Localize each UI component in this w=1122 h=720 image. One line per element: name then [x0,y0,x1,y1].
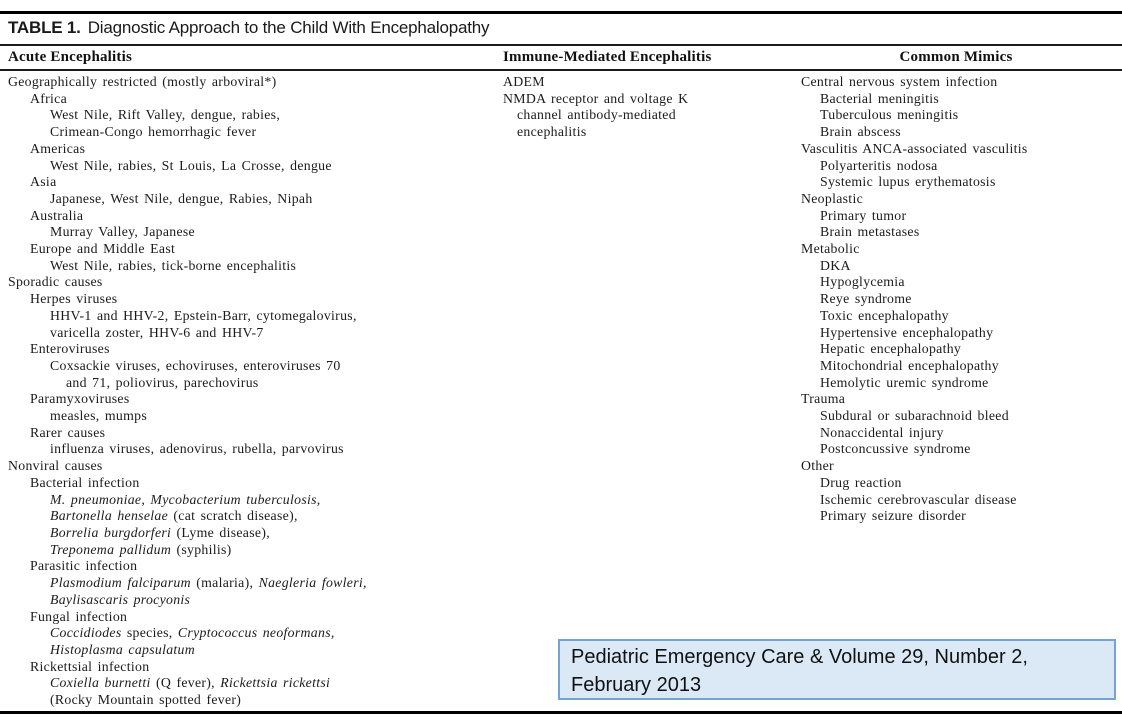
table-title-text: Diagnostic Approach to the Child With Encephalopathy [87,18,490,37]
table-line: West Nile, Rift Valley, dengue, rabies, [50,107,281,123]
table-line: Hepatic encephalopathy [820,341,962,357]
table-line: Enteroviruses [30,341,110,357]
table-line: Trauma [801,391,846,407]
table-line: Hemolytic uremic syndrome [820,374,989,390]
table-line: NMDA receptor and voltage K [503,90,689,106]
table-line: Australia [30,207,84,223]
table-line: varicella zoster, HHV-6 and HHV-7 [50,324,264,340]
table-line: Hypoglycemia [820,274,905,290]
table-line: West Nile, rabies, tick-borne encephalitis [50,257,297,273]
table-line: influenza viruses, adenovirus, rubella, parvovirus [50,441,344,457]
table-line: Bacterial infection [30,474,140,490]
table-line: Rickettsial infection [30,658,150,674]
table-line: Reye syndrome [820,291,912,307]
table-line: Brain metastases [820,224,920,240]
table-line: measles, mumps [50,408,148,424]
table-line: Coccidiodes species, Cryptococcus neoformans, [50,625,335,641]
table-line: Americas [30,140,86,156]
table-line: Africa [30,90,68,106]
table-title [8,18,489,38]
table-line: encephalitis [517,124,587,140]
table-line: Paramyxoviruses [30,391,130,407]
table-line: Hypertensive encephalopathy [820,324,994,340]
table-line: (Rocky Mountain spotted fever) [50,692,242,708]
title-divider-rule [0,44,1122,46]
table-title-prefix: TABLE 1. [8,18,81,37]
table-line: HHV-1 and HHV-2, Epstein-Barr, cytomegalovirus, [50,307,357,323]
table-line: Parasitic infection [30,558,138,574]
table-line: Europe and Middle East [30,241,176,257]
table-line: Sporadic causes [8,274,103,290]
column-common-mimics [801,74,1122,525]
table-line: Baylisascaris procyonis [50,591,191,607]
header-divider-rule [0,69,1122,71]
table-line: Histoplasma capsulatum [50,641,196,657]
table-line: Ischemic cerebrovascular disease [820,491,1017,507]
citation-line-1: Pediatric Emergency Care & Volume 29, Number 2, [571,646,1028,668]
table-line: Toxic encephalopathy [820,307,949,323]
table-line: Plasmodium falciparum (malaria), Naegleria fowleri, [50,575,367,591]
table-line: Geographically restricted (mostly arboviral*) [8,74,277,89]
table-line: Nonaccidental injury [820,424,944,440]
table-line: Postconcussive syndrome [820,441,971,457]
top-rule [0,11,1122,14]
table-line: Crimean-Congo hemorrhagic fever [50,124,257,140]
table-line: West Nile, rabies, St Louis, La Crosse, dengue [50,157,332,173]
citation-box [558,639,1116,700]
column-header-common-mimics: Common Mimics [899,49,1013,65]
table-line: Coxsackie viruses, echoviruses, enteroviruses 70 [50,357,341,373]
table-line: Neoplastic [801,190,864,206]
bottom-rule [0,711,1122,714]
table-line: Central nervous system infection [801,74,998,89]
column-header-acute-encephalitis: Acute Encephalitis [8,49,133,65]
citation-line-2: February 2013 [571,674,702,696]
table-line: Herpes viruses [30,291,118,307]
table-line: Murray Valley, Japanese [50,224,195,240]
table-line: Metabolic [801,241,860,257]
table-line: Tuberculous meningitis [820,107,959,123]
table-line: ADEM [503,74,545,89]
table-line: DKA [820,257,851,273]
table-line: Coxiella burnetti (Q fever), Rickettsia rickettsi [50,675,331,691]
table-line: Other [801,458,834,474]
column-acute-encephalitis [8,74,495,709]
table-line: M. pneumoniae, Mycobacterium tuberculosis, [50,491,321,507]
table-line: Borrelia burgdorferi (Lyme disease), [50,524,270,540]
table-line: Asia [30,174,57,190]
table-line: channel antibody-mediated [517,107,676,123]
table-line: Treponema pallidum (syphilis) [50,541,232,557]
table-line: Drug reaction [820,474,902,490]
table-line: Rarer causes [30,424,106,440]
table-line: Bacterial meningitis [820,90,940,106]
table-line: Fungal infection [30,608,128,624]
table-line: Subdural or subarachnoid bleed [820,408,1009,424]
table-line: and 71, poliovirus, parechovirus [66,374,259,390]
table-line: Primary seizure disorder [820,508,967,524]
column-immune-mediated-encephalitis [503,74,788,141]
table-line: Mitochondrial encephalopathy [820,357,999,373]
table-line: Bartonella henselae (cat scratch disease), [50,508,298,524]
table-line: Japanese, West Nile, dengue, Rabies, Nipah [50,190,313,206]
table-line: Systemic lupus erythematosis [820,174,996,190]
table-line: Polyarteritis nodosa [820,157,938,173]
table-line: Vasculitis ANCA-associated vasculitis [801,140,1028,156]
table-line: Nonviral causes [8,458,103,474]
column-header-immune-mediated-encephalitis: Immune-Mediated Encephalitis [503,49,712,65]
table-line: Brain abscess [820,124,901,140]
table-line: Primary tumor [820,207,907,223]
